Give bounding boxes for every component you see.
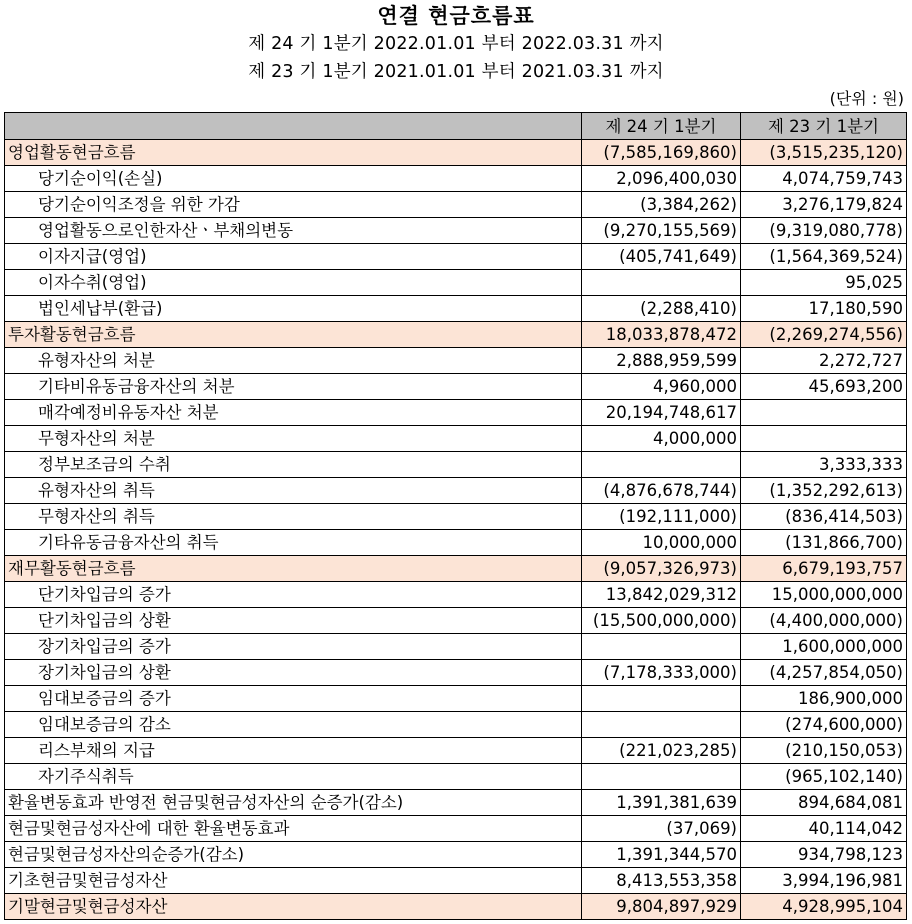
previous-period-value: 3,276,179,824 — [741, 192, 907, 218]
current-period-value: (405,741,649) — [582, 244, 741, 270]
ending-balance-row — [5, 894, 907, 920]
current-period-value: (7,585,169,860) — [582, 140, 741, 166]
period-line-current: 제 24 기 1분기 2022.01.01 부터 2022.03.31 까지 — [248, 34, 664, 54]
current-period-value: 4,960,000 — [582, 374, 741, 400]
row-label: 임대보증금의 증가 — [5, 686, 582, 712]
previous-period-value: 3,333,333 — [741, 452, 907, 478]
table-row — [5, 738, 907, 764]
row-label: 기말현금및현금성자산 — [5, 894, 582, 920]
row-label: 자기주식취득 — [5, 764, 582, 790]
row-label: 장기차입금의 증가 — [5, 634, 582, 660]
row-label: 기초현금및현금성자산 — [5, 868, 582, 894]
row-label: 매각예정비유동자산 처분 — [5, 400, 582, 426]
current-period-value: 10,000,000 — [582, 530, 741, 556]
row-label: 법인세납부(환급) — [5, 296, 582, 322]
row-label: 무형자산의 취득 — [5, 504, 582, 530]
unit-label: (단위 : 원) — [829, 89, 904, 108]
row-label: 정부보조금의 수취 — [5, 452, 582, 478]
previous-period-value: (210,150,053) — [741, 738, 907, 764]
previous-period-value: 894,684,081 — [741, 790, 907, 816]
current-period-value: 8,413,553,358 — [582, 868, 741, 894]
previous-period-value: 40,114,042 — [741, 816, 907, 842]
table-row — [5, 270, 907, 296]
previous-period-value — [741, 426, 907, 452]
table-row — [5, 296, 907, 322]
current-period-value: (221,023,285) — [582, 738, 741, 764]
current-period-value: 18,033,878,472 — [582, 322, 741, 348]
row-label: 단기차입금의 상환 — [5, 608, 582, 634]
current-period-value: (15,500,000,000) — [582, 608, 741, 634]
table-row — [5, 712, 907, 738]
row-label: 유형자산의 처분 — [5, 348, 582, 374]
table-row — [5, 452, 907, 478]
table-row — [5, 426, 907, 452]
table-row — [5, 608, 907, 634]
current-period-value: 2,888,959,599 — [582, 348, 741, 374]
table-row — [5, 790, 907, 816]
previous-period-value — [741, 400, 907, 426]
previous-period-value: 934,798,123 — [741, 842, 907, 868]
previous-period-value: 3,994,196,981 — [741, 868, 907, 894]
table-row — [5, 400, 907, 426]
current-period-value: (7,178,333,000) — [582, 660, 741, 686]
previous-period-value: 45,693,200 — [741, 374, 907, 400]
previous-period-value: (274,600,000) — [741, 712, 907, 738]
previous-period-value: (4,400,000,000) — [741, 608, 907, 634]
table-body — [5, 140, 907, 920]
table-row — [5, 374, 907, 400]
previous-period-value: 186,900,000 — [741, 686, 907, 712]
current-period-value — [582, 270, 741, 296]
table-row — [5, 192, 907, 218]
table-row — [5, 478, 907, 504]
previous-period-value: (836,414,503) — [741, 504, 907, 530]
table-row — [5, 218, 907, 244]
table-row — [5, 166, 907, 192]
table-row — [5, 530, 907, 556]
table-row — [5, 764, 907, 790]
previous-period-value: (1,352,292,613) — [741, 478, 907, 504]
row-label: 당기순이익(손실) — [5, 166, 582, 192]
current-period-value: (9,270,155,569) — [582, 218, 741, 244]
table-row — [5, 244, 907, 270]
previous-period-value: 2,272,727 — [741, 348, 907, 374]
current-period-value: (3,384,262) — [582, 192, 741, 218]
row-label: 임대보증금의 감소 — [5, 712, 582, 738]
table-row — [5, 868, 907, 894]
current-period-value: 1,391,344,570 — [582, 842, 741, 868]
row-label: 영업활동현금흐름 — [5, 140, 582, 166]
previous-period-value: 4,928,995,104 — [741, 894, 907, 920]
report-title: 연결 현금흐름표 — [377, 4, 535, 28]
table-row — [5, 686, 907, 712]
previous-period-value: (3,515,235,120) — [741, 140, 907, 166]
row-label: 투자활동현금흐름 — [5, 322, 582, 348]
table-row — [5, 634, 907, 660]
previous-period-value: 6,679,193,757 — [741, 556, 907, 582]
section-row — [5, 322, 907, 348]
current-period-value: 1,391,381,639 — [582, 790, 741, 816]
current-period-value — [582, 452, 741, 478]
current-period-value: (9,057,326,973) — [582, 556, 741, 582]
previous-period-value: (4,257,854,050) — [741, 660, 907, 686]
row-label: 유형자산의 취득 — [5, 478, 582, 504]
header-previous-period: 제 23 기 1분기 — [741, 113, 907, 140]
current-period-value: 9,804,897,929 — [582, 894, 741, 920]
header-current-period: 제 24 기 1분기 — [582, 113, 741, 140]
table-row — [5, 842, 907, 868]
current-period-value: 20,194,748,617 — [582, 400, 741, 426]
section-row — [5, 140, 907, 166]
current-period-value — [582, 764, 741, 790]
previous-period-value: 1,600,000,000 — [741, 634, 907, 660]
row-label: 장기차입금의 상환 — [5, 660, 582, 686]
current-period-value — [582, 634, 741, 660]
row-label: 현금및현금성자산의순증가(감소) — [5, 842, 582, 868]
row-label: 환율변동효과 반영전 현금및현금성자산의 순증가(감소) — [5, 790, 582, 816]
previous-period-value: (965,102,140) — [741, 764, 907, 790]
current-period-value: (37,069) — [582, 816, 741, 842]
previous-period-value: 15,000,000,000 — [741, 582, 907, 608]
row-label: 기타비유동금융자산의 처분 — [5, 374, 582, 400]
section-row — [5, 556, 907, 582]
row-label: 영업활동으로인한자산ㆍ부채의변동 — [5, 218, 582, 244]
row-label: 리스부채의 지급 — [5, 738, 582, 764]
row-label: 기타유동금융자산의 취득 — [5, 530, 582, 556]
current-period-value — [582, 712, 741, 738]
row-label: 이자수취(영업) — [5, 270, 582, 296]
row-label: 당기순이익조정을 위한 가감 — [5, 192, 582, 218]
previous-period-value: 95,025 — [741, 270, 907, 296]
current-period-value — [582, 686, 741, 712]
current-period-value: 2,096,400,030 — [582, 166, 741, 192]
row-label: 이자지급(영업) — [5, 244, 582, 270]
table-row — [5, 816, 907, 842]
previous-period-value: 4,074,759,743 — [741, 166, 907, 192]
row-label: 현금및현금성자산에 대한 환율변동효과 — [5, 816, 582, 842]
current-period-value: (192,111,000) — [582, 504, 741, 530]
table-row — [5, 504, 907, 530]
current-period-value: 13,842,029,312 — [582, 582, 741, 608]
row-label: 무형자산의 처분 — [5, 426, 582, 452]
previous-period-value: (1,564,369,524) — [741, 244, 907, 270]
previous-period-value: (9,319,080,778) — [741, 218, 907, 244]
cash-flow-table — [4, 112, 907, 920]
current-period-value: 4,000,000 — [582, 426, 741, 452]
previous-period-value: 17,180,590 — [741, 296, 907, 322]
current-period-value: (2,288,410) — [582, 296, 741, 322]
previous-period-value: (2,269,274,556) — [741, 322, 907, 348]
table-row — [5, 348, 907, 374]
header-account — [5, 113, 582, 140]
period-line-previous: 제 23 기 1분기 2021.01.01 부터 2021.03.31 까지 — [248, 62, 664, 82]
row-label: 재무활동현금흐름 — [5, 556, 582, 582]
current-period-value: (4,876,678,744) — [582, 478, 741, 504]
row-label: 단기차입금의 증가 — [5, 582, 582, 608]
previous-period-value: (131,866,700) — [741, 530, 907, 556]
table-row — [5, 660, 907, 686]
table-row — [5, 582, 907, 608]
table-header-row — [5, 113, 907, 140]
